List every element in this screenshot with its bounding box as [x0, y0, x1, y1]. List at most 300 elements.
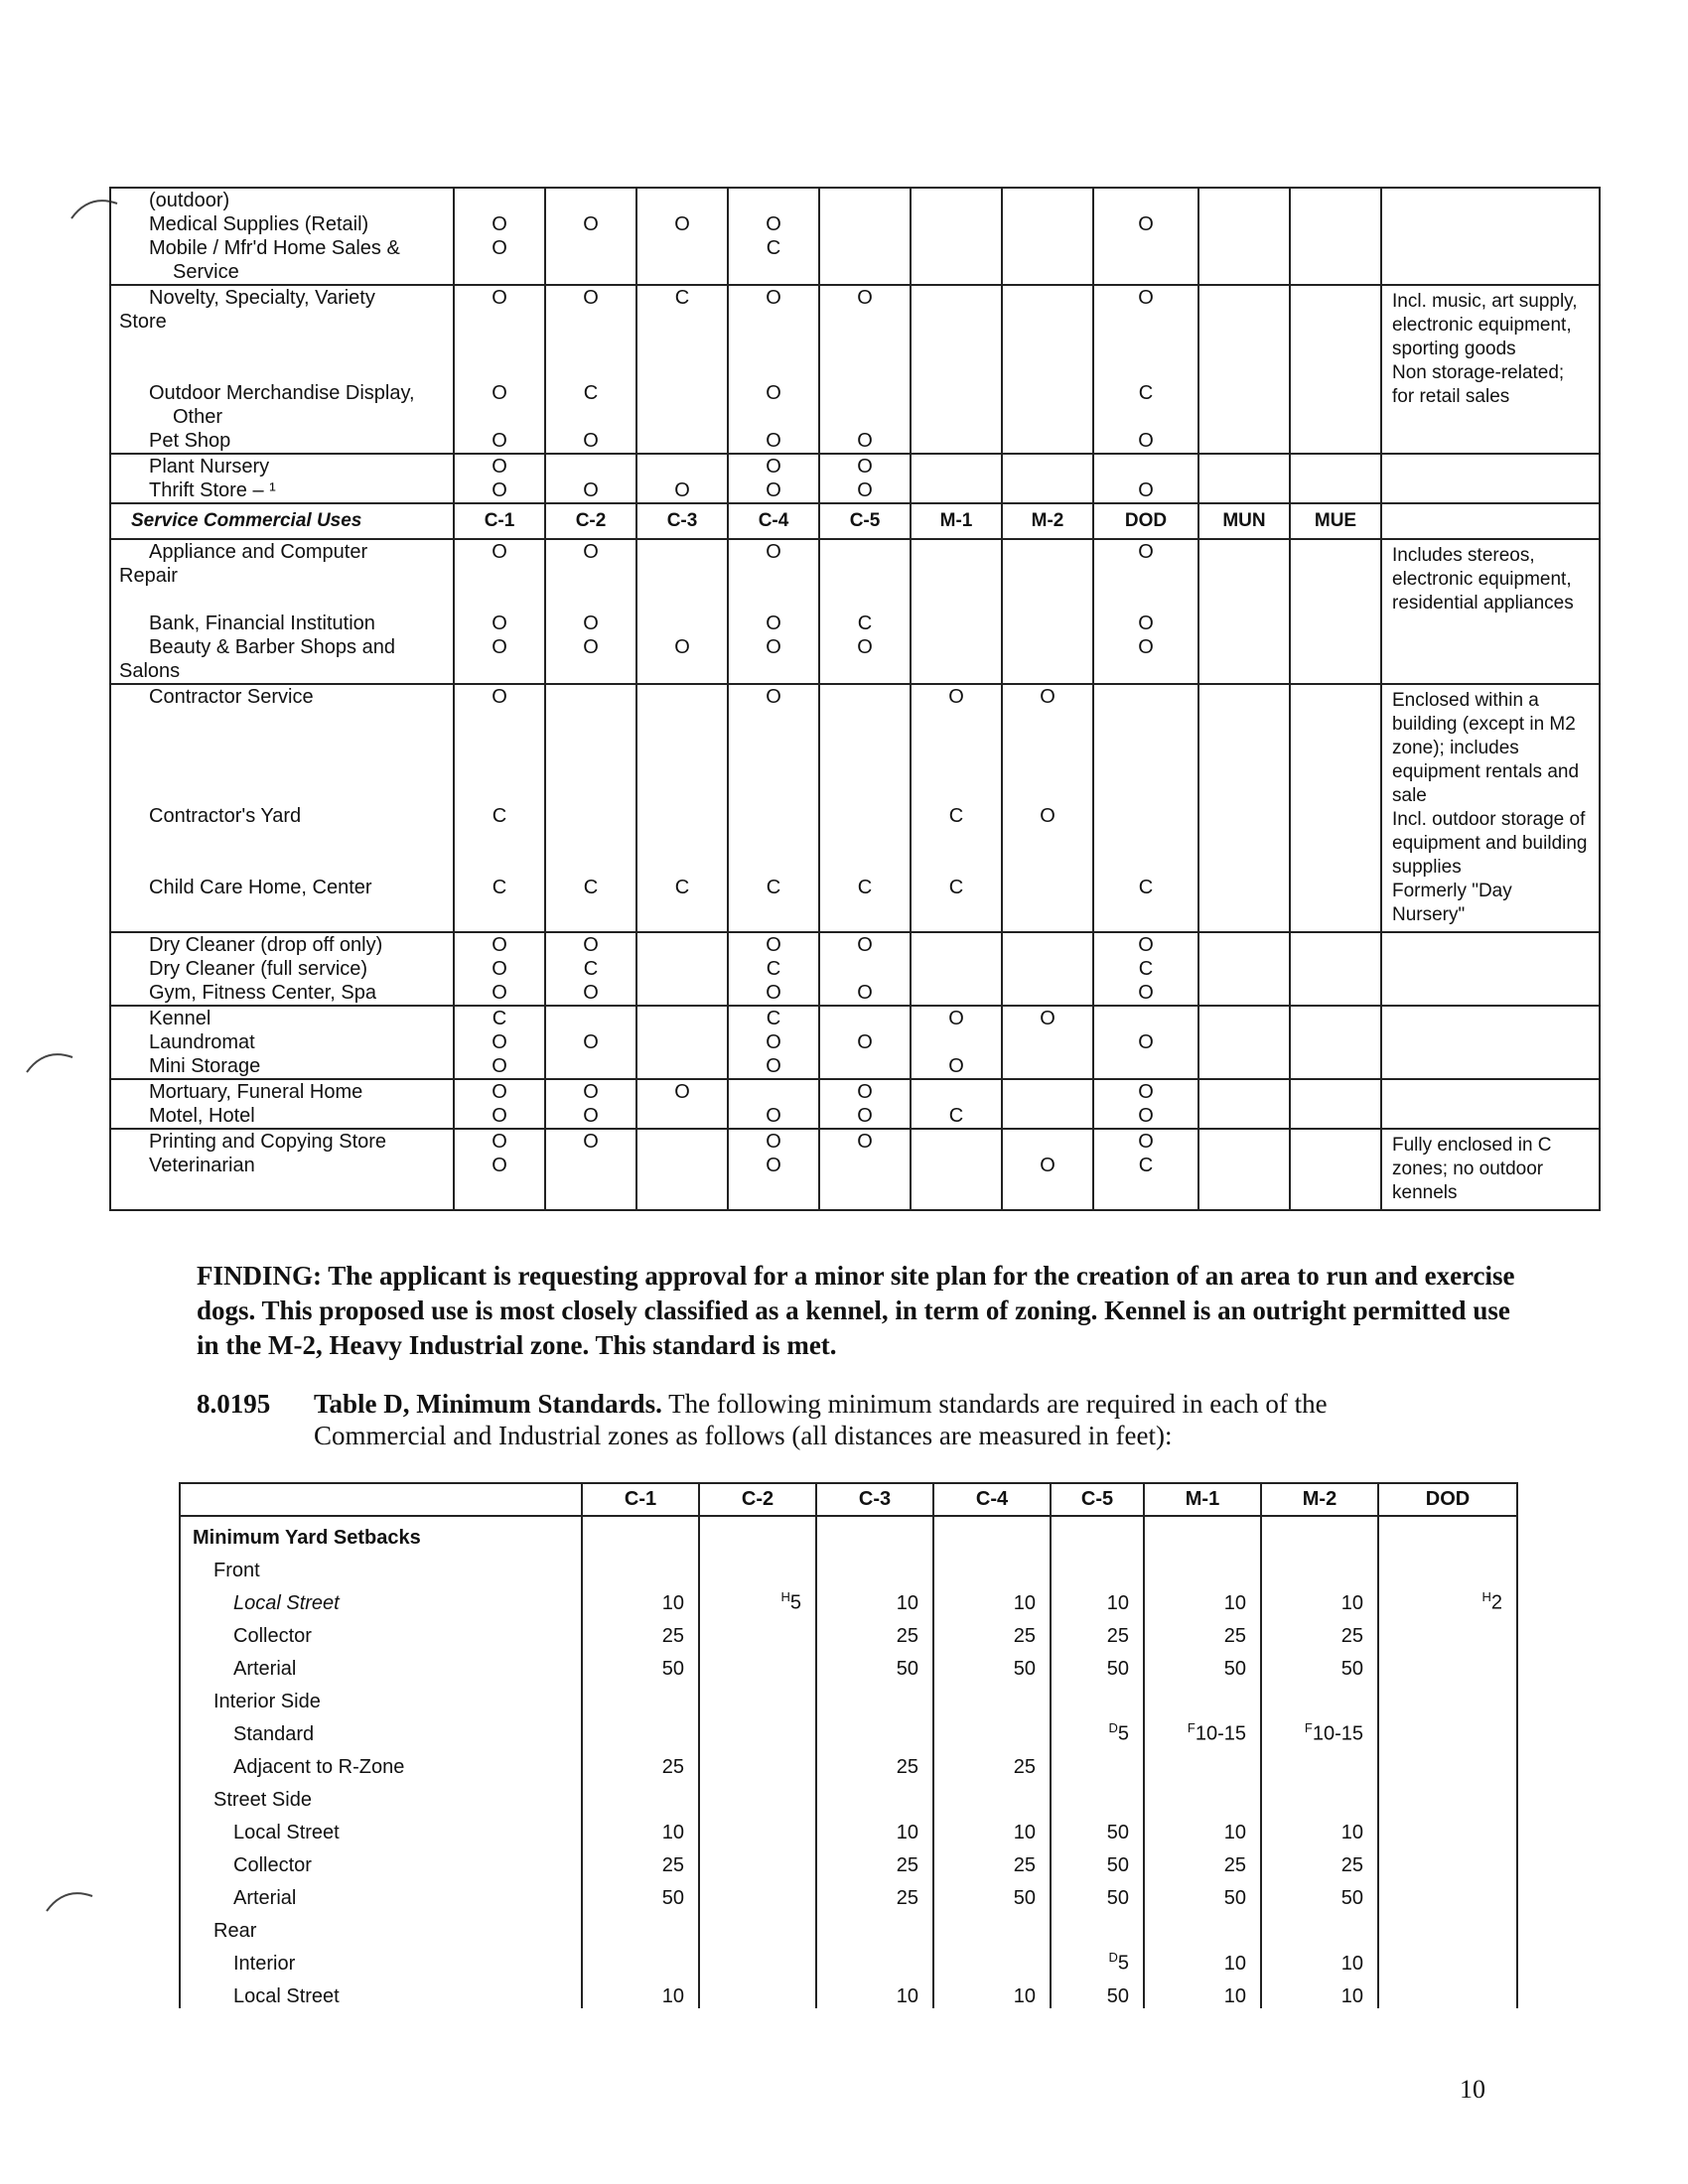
use-name [111, 780, 453, 804]
value-text: 25 [1340, 1854, 1363, 1876]
zone-permission-cell [1290, 1129, 1381, 1210]
permission-code: O [948, 686, 964, 708]
min-table-header-row [180, 1483, 1517, 1516]
min-standard-value [1051, 1746, 1144, 1779]
zone-permission-cell [911, 539, 1002, 684]
min-standard-value [1051, 1877, 1144, 1910]
permission-code [912, 1080, 1001, 1104]
use-name: Mini Storage [149, 1055, 261, 1077]
permission-code [820, 780, 910, 804]
value-text: 50 [1013, 1887, 1036, 1909]
permission-code [729, 709, 818, 733]
permission-code: O [948, 1008, 964, 1029]
permission-code [729, 756, 818, 780]
permission-code: O [857, 479, 873, 501]
min-standard-value [699, 1943, 816, 1976]
permission-code: O [766, 1105, 781, 1127]
min-standard-value [582, 1516, 699, 1550]
permission-code: O [766, 213, 781, 235]
min-standard-value [816, 1779, 933, 1812]
footnote-marker: D [1108, 1720, 1118, 1736]
min-standard-value [1051, 1582, 1144, 1615]
value-text: 50 [896, 1658, 918, 1680]
use-name: Dry Cleaner (full service) [149, 958, 368, 980]
permission-code [546, 564, 635, 588]
zone-header-cell: C-3 [636, 503, 728, 539]
min-standard-value [582, 1877, 699, 1910]
min-standard-value [1378, 1910, 1517, 1943]
zone-permission-cell [636, 1129, 728, 1210]
min-zone-header: C-2 [699, 1483, 816, 1516]
notes-cell [1381, 932, 1600, 1006]
permission-code: O [1138, 1105, 1154, 1127]
zone-permission-cell [1002, 932, 1093, 1006]
footnote-marker: H [780, 1589, 790, 1605]
min-standard-value [1261, 1877, 1378, 1910]
zone-permission-cell [1290, 684, 1381, 932]
permission-code [546, 334, 635, 357]
use-name [111, 852, 453, 876]
section-title: Table D, Minimum Standards. [314, 1389, 662, 1419]
use-name [111, 756, 453, 780]
permission-code: O [583, 213, 599, 235]
min-standard-value [1378, 1844, 1517, 1877]
permission-code [820, 804, 910, 828]
permission-code [1094, 334, 1197, 357]
min-standard-label: Local Street [180, 1976, 582, 2008]
min-standard-value [1144, 1648, 1261, 1681]
permission-code: O [766, 382, 781, 404]
min-standard-value [1144, 1779, 1261, 1812]
permission-code [546, 733, 635, 756]
permission-code [729, 357, 818, 381]
zone-permission-cell [728, 932, 819, 1006]
permission-code: C [766, 1008, 781, 1029]
zone-permission-cell [454, 188, 545, 285]
zone-permission-cell [454, 932, 545, 1006]
zone-permission-cell [911, 454, 1002, 503]
use-name: Service [173, 261, 239, 283]
min-standard-value [816, 1550, 933, 1582]
min-standard-value [933, 1516, 1051, 1550]
zone-permission-cell [545, 684, 636, 932]
min-standard-value [933, 1681, 1051, 1713]
section-8-0195 [197, 1388, 1527, 1451]
value-text: 10 [661, 1592, 684, 1614]
footnote-marker: D [1108, 1950, 1118, 1966]
value-text: 10 [896, 1985, 918, 2007]
permission-code: O [492, 237, 507, 259]
permission-code: O [583, 287, 599, 309]
use-name: Outdoor Merchandise Display, [149, 382, 415, 404]
value-text: 10-15 [1195, 1723, 1246, 1745]
zone-permission-cell [454, 285, 545, 454]
notes-cell [1381, 539, 1600, 684]
zone-permission-cell [636, 1079, 728, 1129]
min-standard-value [1261, 1648, 1378, 1681]
zone-header-cell: M-2 [1002, 503, 1093, 539]
min-standard-value [699, 1550, 816, 1582]
permission-code: C [857, 877, 873, 898]
permission-code [820, 310, 910, 334]
footnote-marker: F [1304, 1720, 1313, 1736]
value-text: 25 [896, 1854, 918, 1876]
permission-code: O [492, 479, 507, 501]
zone-header-cell: MUN [1198, 503, 1290, 539]
zone-permission-cell [911, 188, 1002, 285]
min-standard-value [1144, 1550, 1261, 1582]
permission-code [912, 780, 1001, 804]
zone-permission-cell [454, 1129, 545, 1210]
permission-code: O [492, 382, 507, 404]
value-text: 50 [1106, 1854, 1129, 1876]
permission-code [455, 564, 544, 588]
min-standard-value [582, 1746, 699, 1779]
min-standard-value [582, 1976, 699, 2008]
zone-permission-cell [636, 1006, 728, 1079]
permission-code: C [492, 1008, 507, 1029]
min-standard-value [1261, 1550, 1378, 1582]
permission-code [546, 780, 635, 804]
zone-permission-cell [545, 932, 636, 1006]
zone-permission-cell [1198, 1129, 1290, 1210]
section-header-label: Service Commercial Uses [110, 503, 454, 539]
permission-code: O [492, 636, 507, 658]
use-group-row [110, 1079, 1600, 1129]
zone-permission-cell [1198, 1006, 1290, 1079]
zone-permission-cell [454, 454, 545, 503]
min-standard-value [699, 1779, 816, 1812]
permission-code: O [857, 982, 873, 1004]
min-standard-value [816, 1713, 933, 1746]
value-text: 50 [1106, 1887, 1129, 1909]
permission-code [912, 733, 1001, 756]
permission-code [1094, 189, 1197, 212]
permission-code: O [766, 1031, 781, 1053]
permission-code [455, 828, 544, 852]
permission-code [820, 357, 910, 381]
min-standard-value [1051, 1516, 1144, 1550]
zone-permission-cell [1290, 454, 1381, 503]
min-standard-value [1144, 1976, 1261, 2008]
min-standard-value [582, 1812, 699, 1844]
min-standard-label: Adjacent to R-Zone [180, 1746, 582, 1779]
min-standard-value [699, 1648, 816, 1681]
min-standard-value [1051, 1713, 1144, 1746]
permission-code [546, 804, 635, 828]
permission-code [820, 540, 910, 564]
value-text: 25 [896, 1756, 918, 1778]
permission-code: O [492, 1105, 507, 1127]
permission-code [546, 588, 635, 612]
permission-code: C [583, 382, 599, 404]
value-text: 2 [1490, 1592, 1502, 1614]
permission-code: O [948, 1055, 964, 1077]
zone-permission-cell [1290, 932, 1381, 1006]
permission-code [637, 756, 727, 780]
use-note: Incl. music, art supply, electronic equipment, sporting goods Non storage-related; for retail sales [1392, 291, 1578, 407]
use-note: Includes stereos, electronic equipment, residential appliances [1392, 545, 1574, 614]
min-standard-value [1261, 1582, 1378, 1615]
zone-permission-cell [819, 539, 911, 684]
permission-code: O [857, 1081, 873, 1103]
min-standard-value [933, 1713, 1051, 1746]
min-standard-value [1051, 1615, 1144, 1648]
min-standard-label: Arterial [180, 1648, 582, 1681]
permission-code: C [857, 613, 873, 634]
use-name: Medical Supplies (Retail) [149, 213, 369, 235]
permission-code: O [857, 934, 873, 956]
permission-code: O [583, 1105, 599, 1127]
min-standard-value [1261, 1844, 1378, 1877]
min-standard-value [582, 1550, 699, 1582]
permission-code: C [1138, 382, 1154, 404]
min-standard-value [1261, 1910, 1378, 1943]
permission-code [729, 804, 818, 828]
permission-code [912, 709, 1001, 733]
use-group-row [110, 932, 1600, 1006]
min-standard-value [1144, 1877, 1261, 1910]
zone-header-cell: C-1 [454, 503, 545, 539]
zone-permission-cell [545, 1129, 636, 1210]
use-name: Veterinarian [149, 1155, 255, 1176]
page-number: 10 [1460, 2075, 1485, 2104]
permission-code [637, 828, 727, 852]
zone-permission-cell [454, 1006, 545, 1079]
min-standard-value [582, 1910, 699, 1943]
permission-code [637, 852, 727, 876]
use-name: Bank, Financial Institution [149, 613, 375, 634]
min-standard-value [933, 1746, 1051, 1779]
min-standard-value [1378, 1746, 1517, 1779]
min-standard-label: Front [180, 1550, 582, 1582]
min-standard-value [699, 1910, 816, 1943]
use-permission-table [109, 187, 1601, 1211]
min-standard-row [180, 1746, 1517, 1779]
min-standard-value [699, 1746, 816, 1779]
min-standard-value [933, 1943, 1051, 1976]
zone-header-cell: DOD [1093, 503, 1198, 539]
zone-permission-cell [1198, 285, 1290, 454]
zone-permission-cell [1093, 1129, 1198, 1210]
value-text: 25 [1013, 1625, 1036, 1647]
min-standard-value [933, 1910, 1051, 1943]
zone-permission-cell [545, 539, 636, 684]
min-standard-row [180, 1713, 1517, 1746]
min-standard-value [1051, 1681, 1144, 1713]
use-name: Repair [119, 565, 178, 587]
min-table-corner [180, 1483, 582, 1516]
zone-permission-cell [1093, 684, 1198, 932]
min-standard-value [933, 1877, 1051, 1910]
min-standard-value [1378, 1681, 1517, 1713]
permission-code: O [766, 1155, 781, 1176]
min-standard-row [180, 1648, 1517, 1681]
permission-code [455, 334, 544, 357]
value-text: 25 [1106, 1625, 1129, 1647]
min-standard-value [933, 1550, 1051, 1582]
zone-permission-cell [636, 539, 728, 684]
min-standard-label: Arterial [180, 1877, 582, 1910]
use-names-cell [110, 285, 454, 454]
permission-code: O [857, 1131, 873, 1153]
notes-cell [1381, 1006, 1600, 1079]
min-standard-value [816, 1681, 933, 1713]
permission-code [1094, 852, 1197, 876]
min-standard-label: Standard [180, 1713, 582, 1746]
use-name: Kennel [149, 1008, 211, 1029]
permission-code: O [583, 1031, 599, 1053]
permission-code: O [766, 1131, 781, 1153]
permission-code [455, 780, 544, 804]
zone-permission-cell [819, 684, 911, 932]
zone-permission-cell [819, 188, 911, 285]
zone-permission-cell [545, 1006, 636, 1079]
min-zone-header: C-1 [582, 1483, 699, 1516]
min-standard-value [1051, 1910, 1144, 1943]
value-text: 10 [896, 1822, 918, 1843]
min-standard-label: Collector [180, 1615, 582, 1648]
permission-code [455, 189, 544, 212]
zone-permission-cell [1002, 1006, 1093, 1079]
notes-cell [1381, 1079, 1600, 1129]
min-standard-value [933, 1648, 1051, 1681]
permission-code [546, 709, 635, 733]
permission-code [1094, 780, 1197, 804]
use-group-row [110, 539, 1600, 684]
permission-code [1003, 756, 1092, 780]
zone-permission-cell [636, 932, 728, 1006]
min-standard-value [582, 1648, 699, 1681]
permission-code [729, 828, 818, 852]
value-text: 25 [896, 1625, 918, 1647]
permission-code: O [1040, 686, 1055, 708]
zone-header-row [110, 503, 1600, 539]
permission-code [820, 381, 910, 405]
section-number: 8.0195 [197, 1389, 271, 1419]
zone-permission-cell [728, 539, 819, 684]
zone-permission-cell [1002, 454, 1093, 503]
zone-permission-cell [911, 285, 1002, 454]
permission-code: O [583, 636, 599, 658]
permission-code: O [674, 479, 690, 501]
permission-code: O [1138, 934, 1154, 956]
min-standard-row [180, 1844, 1517, 1877]
permission-code [637, 780, 727, 804]
value-text: 10 [1013, 1592, 1036, 1614]
min-standard-value [933, 1976, 1051, 2008]
zone-permission-cell [819, 454, 911, 503]
use-name: Beauty & Barber Shops and [149, 636, 395, 658]
min-standard-value [1261, 1615, 1378, 1648]
permission-code: O [583, 613, 599, 634]
zone-permission-cell [728, 1079, 819, 1129]
use-name: Contractor Service [149, 686, 314, 708]
permission-code: O [583, 1081, 599, 1103]
min-standard-label: Local Street [180, 1582, 582, 1615]
value-text: 10 [1223, 1953, 1246, 1975]
zone-permission-cell [911, 1006, 1002, 1079]
use-names-cell [110, 188, 454, 285]
min-standard-value [699, 1877, 816, 1910]
permission-code [637, 709, 727, 733]
use-note: Fully enclosed in C zones; no outdoor kennels [1392, 1135, 1552, 1203]
permission-code [820, 1007, 910, 1030]
permission-code: O [583, 430, 599, 452]
min-standard-value [582, 1582, 699, 1615]
permission-code [1094, 564, 1197, 588]
permission-code: C [583, 958, 599, 980]
permission-code [1094, 756, 1197, 780]
min-standard-value [699, 1812, 816, 1844]
zone-permission-cell [911, 1129, 1002, 1210]
use-name: Novelty, Specialty, Variety [149, 287, 375, 309]
permission-code: O [1138, 613, 1154, 634]
value-text: 25 [1223, 1854, 1246, 1876]
zone-permission-cell [545, 285, 636, 454]
min-standard-value [1378, 1516, 1517, 1550]
permission-code: O [857, 1105, 873, 1127]
use-name [111, 709, 453, 733]
permission-code: O [1040, 1155, 1055, 1176]
use-names-cell [110, 684, 454, 932]
permission-code [1094, 357, 1197, 381]
min-standard-value [1051, 1648, 1144, 1681]
permission-code [546, 685, 635, 709]
use-group-row [110, 454, 1600, 503]
permission-code: O [766, 479, 781, 501]
min-standard-value [1144, 1681, 1261, 1713]
permission-code: O [492, 1031, 507, 1053]
permission-code: O [766, 934, 781, 956]
permission-code [637, 189, 727, 212]
permission-code: O [857, 1031, 873, 1053]
use-name: Printing and Copying Store [149, 1131, 387, 1153]
value-text: 10-15 [1312, 1723, 1363, 1745]
permission-code [912, 756, 1001, 780]
zone-permission-cell [1093, 188, 1198, 285]
permission-code: O [492, 541, 507, 563]
permission-code [820, 709, 910, 733]
value-text: 25 [1013, 1854, 1036, 1876]
permission-code: C [1138, 958, 1154, 980]
permission-code [729, 564, 818, 588]
permission-code: C [492, 805, 507, 827]
min-standard-value [699, 1516, 816, 1550]
zone-permission-cell [1290, 539, 1381, 684]
permission-code [729, 733, 818, 756]
permission-code: C [674, 877, 690, 898]
notes-header-cell [1381, 503, 1600, 539]
zone-permission-cell [1198, 932, 1290, 1006]
min-standard-row [180, 1516, 1517, 1550]
notes-cell [1381, 285, 1600, 454]
value-text: 5 [1117, 1723, 1129, 1745]
zone-permission-cell [1093, 1006, 1198, 1079]
min-standard-value [582, 1615, 699, 1648]
use-names-cell [110, 1129, 454, 1210]
value-text: 10 [1340, 1953, 1363, 1975]
permission-code [637, 588, 727, 612]
min-standard-value [1378, 1550, 1517, 1582]
permission-code [1094, 804, 1197, 828]
permission-code [1003, 1130, 1092, 1154]
min-standard-value [933, 1615, 1051, 1648]
use-names-cell [110, 539, 454, 684]
permission-code [912, 828, 1001, 852]
permission-code [546, 357, 635, 381]
value-text: 50 [1340, 1658, 1363, 1680]
